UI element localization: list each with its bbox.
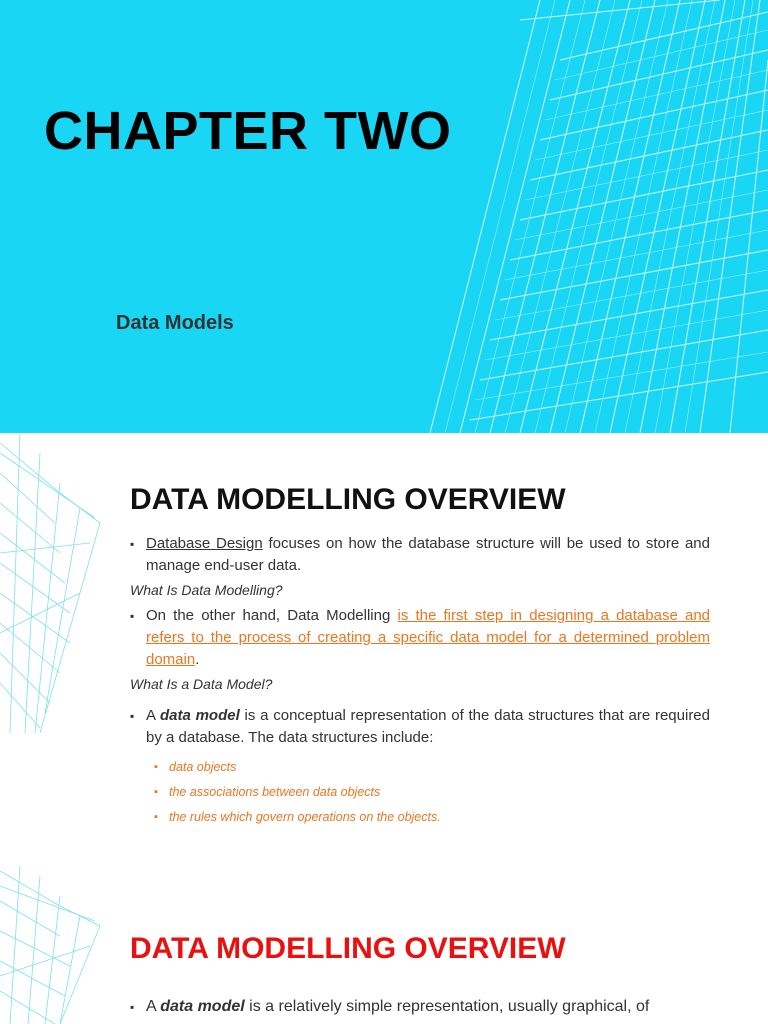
question-data-model: What Is a Data Model? [130, 676, 273, 692]
bullet-text: A [146, 707, 160, 724]
bullet-text-end: is a relatively simple representation, usually graphical, of [244, 998, 650, 1015]
bullet-text: On the other hand, Data Modelling [146, 607, 398, 624]
data-modelling-definition-link[interactable]: is the first step in designing a database and refers to the process of creating a specific data model for a determined problem domain [146, 607, 710, 668]
bullet-text-end: is a conceptual representation of the data structures that are required by a database. The data structures include: [146, 707, 710, 746]
chapter-subtitle: Data Models [116, 312, 234, 334]
title-slide [0, 0, 768, 433]
list-item: ▪ data objects [154, 755, 710, 780]
bullet-data-model [130, 996, 710, 1018]
bullet-text: focuses on how the database structure will be used to store and manage end-user data. [146, 535, 710, 574]
data-structures-list [154, 755, 710, 830]
slide-title: DATA MODELLING OVERVIEW [130, 483, 566, 516]
building-wireframe-decoration [0, 866, 105, 1024]
bullet-text-end: . [195, 651, 200, 668]
bullet-text: A [146, 998, 161, 1015]
data-model-term: data model [160, 998, 245, 1015]
list-item: ▪ the associations between data objects [154, 780, 710, 805]
content-slide-2 [0, 866, 768, 1024]
bullet-data-model [130, 705, 710, 749]
database-design-link[interactable]: Database Design [146, 535, 263, 552]
data-model-term: data model [159, 707, 240, 724]
slide-title: DATA MODELLING OVERVIEW [130, 932, 566, 965]
bullet-data-modelling [130, 605, 710, 671]
building-wireframe-decoration [0, 433, 105, 733]
chapter-title: CHAPTER TWO [44, 101, 452, 161]
question-data-modelling: What Is Data Modelling? [130, 582, 283, 598]
bullet-database-design [130, 533, 710, 577]
building-wireframe-image [420, 0, 768, 433]
slide-body [130, 996, 710, 1018]
slide-body [130, 533, 710, 830]
content-slide-1 [0, 433, 768, 866]
list-item: ▪ the rules which govern operations on the objects. [154, 805, 710, 830]
